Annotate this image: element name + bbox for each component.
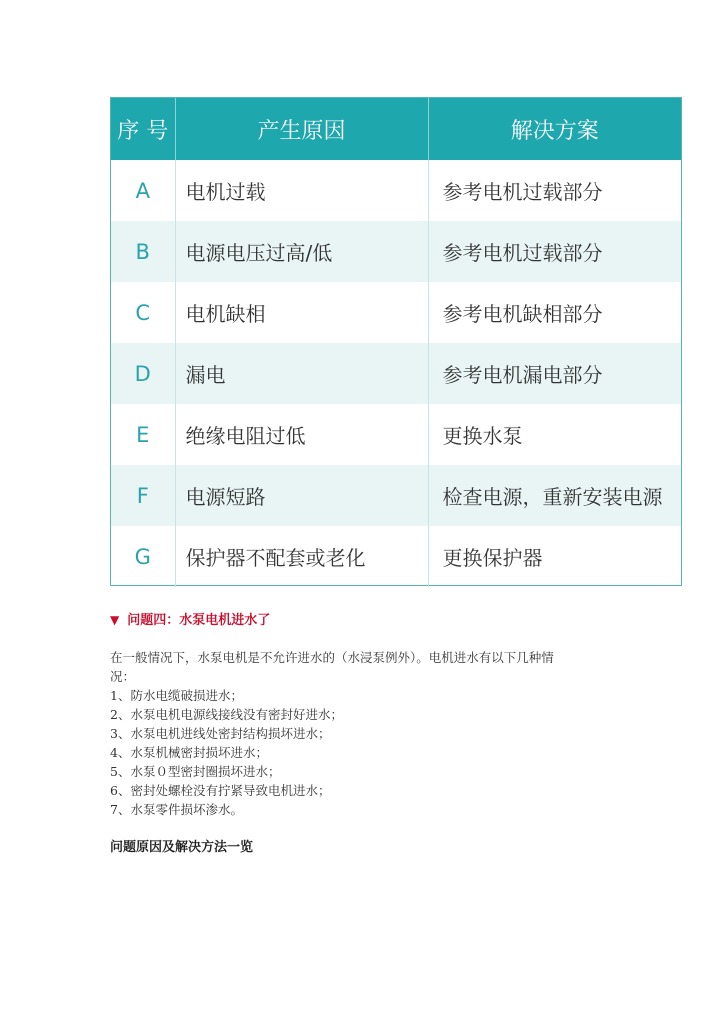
row-cause: 保护器不配套或老化 bbox=[175, 526, 428, 587]
intro-line: 在一般情况下，水泵电机是不允许进水的（水浸泵例外）。电机进水有以下几种情 bbox=[110, 650, 554, 665]
row-id: B bbox=[111, 221, 175, 282]
row-cause: 电源电压过高/低 bbox=[175, 221, 428, 282]
table-row bbox=[111, 465, 681, 526]
row-cause: 绝缘电阻过低 bbox=[175, 404, 428, 465]
row-cause: 电源短路 bbox=[175, 465, 428, 526]
row-id: E bbox=[111, 404, 175, 465]
row-solution: 参考电机漏电部分 bbox=[428, 343, 681, 404]
list-item: 2、水泵电机电源线接线没有密封好进水； bbox=[110, 707, 343, 722]
intro-line: 况： bbox=[110, 669, 136, 684]
triangle-down-icon: ▼ bbox=[110, 613, 120, 627]
list-item: 1、防水电缆破损进水； bbox=[110, 688, 243, 703]
section-title: 问题四：水泵电机进水了 bbox=[127, 613, 271, 628]
row-id: F bbox=[111, 465, 175, 526]
table-row bbox=[111, 526, 681, 587]
row-cause: 漏电 bbox=[175, 343, 428, 404]
subheading: 问题原因及解决方法一览 bbox=[110, 840, 254, 855]
row-solution: 参考电机过载部分 bbox=[428, 221, 681, 282]
header-solution: 解决方案 bbox=[428, 98, 681, 160]
fault-table-image bbox=[110, 97, 682, 586]
row-solution: 参考电机过载部分 bbox=[442, 180, 603, 204]
table-row bbox=[111, 404, 681, 465]
row-solution: 更换水泵 bbox=[442, 424, 523, 448]
table-row bbox=[111, 282, 681, 343]
table-row bbox=[111, 343, 681, 404]
header-cause: 产生原因 bbox=[175, 98, 428, 160]
list-item: 7、水泵零件损坏渗水。 bbox=[110, 802, 243, 817]
section-body bbox=[110, 648, 630, 819]
fault-table bbox=[111, 98, 681, 587]
row-solution: 检查电源，重新安装电源 bbox=[428, 465, 681, 526]
section-heading bbox=[110, 609, 270, 628]
row-id: A bbox=[111, 160, 175, 221]
list-item: 4、水泵机械密封损坏进水； bbox=[110, 745, 268, 760]
row-id: D bbox=[111, 343, 175, 404]
header-seq: 序 号 bbox=[111, 98, 175, 160]
row-solution: 更换保护器 bbox=[442, 546, 543, 570]
row-solution: 参考电机缺相部分 bbox=[442, 302, 603, 326]
row-cause: 电机缺相 bbox=[175, 282, 428, 343]
row-cause: 电机过载 bbox=[175, 160, 428, 221]
list-item: 3、水泵电机进线处密封结构损坏进水； bbox=[110, 726, 331, 741]
list-item: 6、密封处螺栓没有拧紧导致电机进水； bbox=[110, 783, 331, 798]
table-row bbox=[111, 221, 681, 282]
list-item: 5、水泵０型密封圈损坏进水； bbox=[110, 764, 281, 779]
table-row bbox=[111, 160, 681, 221]
row-id: G bbox=[111, 526, 175, 587]
row-id: C bbox=[111, 282, 175, 343]
table-header-row bbox=[111, 98, 681, 160]
